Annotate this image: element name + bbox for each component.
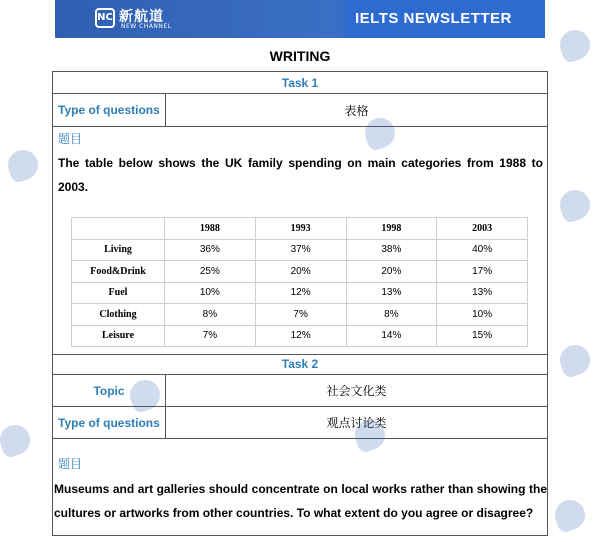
task2-title: Task 2 — [281, 357, 319, 371]
logo-english-text: NEW CHANNEL — [121, 23, 172, 30]
task2-type-label: Type of questions — [53, 407, 166, 438]
table-cell: 13% — [346, 282, 437, 304]
table-cell: 8% — [346, 304, 437, 326]
table-row — [72, 325, 528, 347]
uk-family-spending-table — [71, 217, 528, 347]
row-header: Fuel — [72, 282, 165, 304]
section-title: WRITING — [269, 48, 331, 64]
task2-title-row — [53, 354, 547, 374]
row-header: Leisure — [72, 325, 165, 347]
table-row — [72, 304, 528, 326]
table-cell: 13% — [437, 282, 528, 304]
table-cell: 7% — [255, 304, 346, 326]
table-cell: 10% — [165, 282, 256, 304]
task1-prompt: The table below shows the UK family spending on main categories from 1988 to 2003. — [58, 156, 543, 194]
table-corner-cell — [72, 218, 165, 240]
table-cell: 25% — [165, 261, 256, 283]
table-cell: 14% — [346, 325, 437, 347]
new-channel-logo-icon: NC — [95, 8, 115, 28]
table-column-header: 2003 — [437, 218, 528, 240]
task1-title: Task 1 — [281, 76, 319, 90]
table-cell: 15% — [437, 325, 528, 347]
watermark-logo-icon — [8, 150, 38, 180]
task1-type-value: 表格 — [344, 103, 369, 118]
table-row — [72, 239, 528, 261]
watermark-logo-icon — [560, 190, 590, 220]
task2-type-row — [53, 406, 547, 438]
task2-heading: 题目 — [58, 457, 83, 471]
logo-chinese-text: 新航道 — [119, 9, 164, 25]
row-header: Living — [72, 239, 165, 261]
table-column-header: 1988 — [165, 218, 256, 240]
task2-prompt: Museums and art galleries should concentrate on local works rather than showing the cultures or artworks from other countries. To what extent do you agree or disagree? — [54, 482, 547, 520]
task1-type-row — [53, 93, 547, 126]
task2-topic-row — [53, 374, 547, 406]
task2-topic-value: 社会文化类 — [326, 384, 387, 398]
table-column-header: 1998 — [346, 218, 437, 240]
table-cell: 20% — [346, 261, 437, 283]
task2-topic-label: Topic — [53, 375, 166, 406]
table-cell: 20% — [255, 261, 346, 283]
table-row — [72, 261, 528, 283]
table-cell: 10% — [437, 304, 528, 326]
task2-type-value: 观点讨论类 — [326, 416, 387, 430]
newsletter-banner — [55, 0, 545, 38]
task2-content — [53, 438, 547, 537]
table-cell: 40% — [437, 239, 528, 261]
table-column-header: 1993 — [255, 218, 346, 240]
watermark-logo-icon — [555, 500, 585, 530]
table-header-row — [72, 218, 528, 240]
table-row — [72, 282, 528, 304]
table-cell: 12% — [255, 282, 346, 304]
table-cell: 17% — [437, 261, 528, 283]
newsletter-title: IELTS NEWSLETTER — [355, 10, 512, 27]
watermark-logo-icon — [0, 425, 30, 455]
table-cell: 7% — [165, 325, 256, 347]
task1-heading: 题目 — [58, 132, 83, 146]
table-cell: 8% — [165, 304, 256, 326]
row-header: Clothing — [72, 304, 165, 326]
table-cell: 12% — [255, 325, 346, 347]
row-header: Food&Drink — [72, 261, 165, 283]
table-cell: 38% — [346, 239, 437, 261]
table-cell: 36% — [165, 239, 256, 261]
table-cell: 37% — [255, 239, 346, 261]
task1-type-label: Type of questions — [53, 94, 166, 126]
watermark-logo-icon — [560, 345, 590, 375]
